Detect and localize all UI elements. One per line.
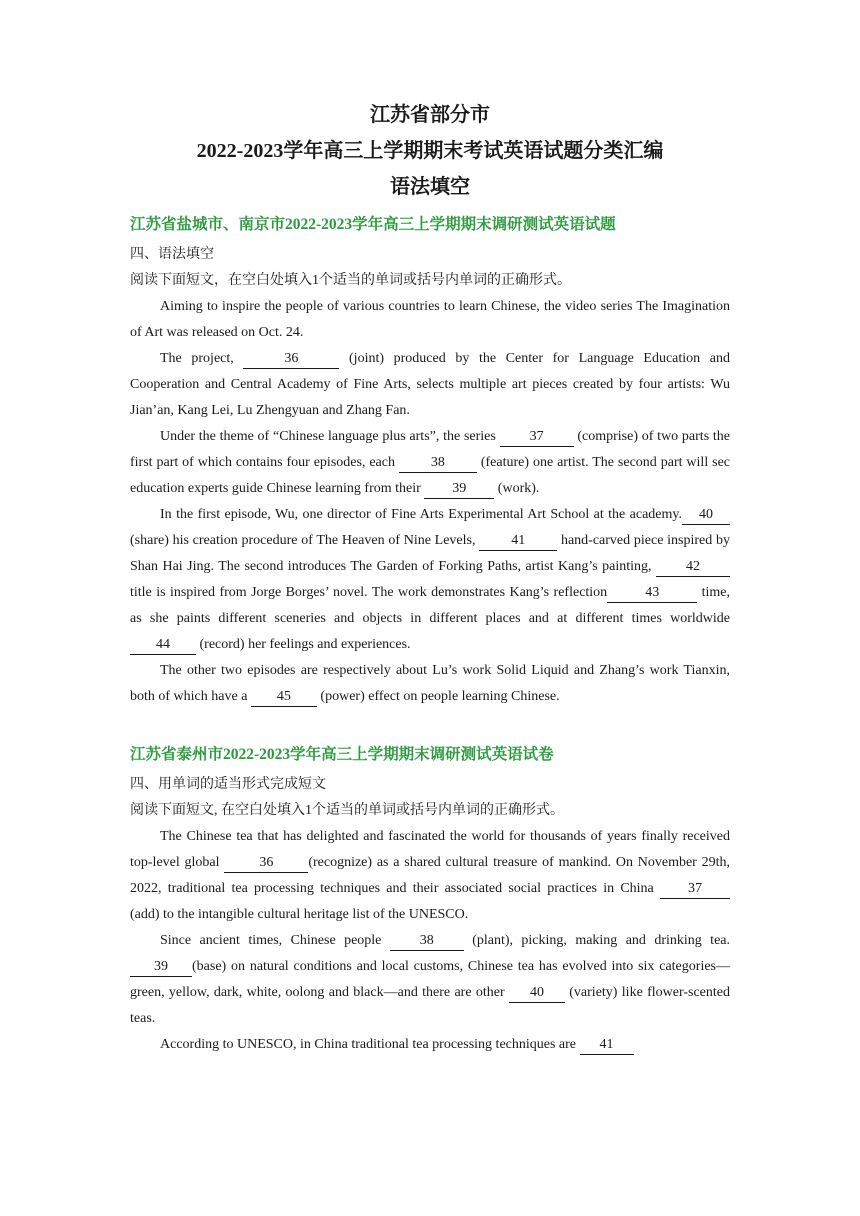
doc-title-line2: 2022-2023学年高三上学期期末考试英语试题分类汇编 — [196, 140, 664, 162]
s1-p4e: time, as she paints different sceneries and objects in different places and at different times worldwide — [130, 585, 730, 626]
s1-p4f: (record) her feelings and experiences. — [196, 637, 411, 652]
blank-40[interactable]: 40 — [682, 506, 730, 525]
s1-p1-text: Aiming to inspire the people of various countries to learn Chinese, the video series The Imagination of Art was released on Oct. 24. — [130, 299, 730, 340]
blank-37[interactable]: 37 — [500, 428, 574, 447]
section-spacer — [130, 710, 730, 732]
blank-s2-36[interactable]: 36 — [224, 854, 308, 873]
blank-41[interactable]: 41 — [479, 532, 557, 551]
s1-p3d: (work). — [494, 481, 540, 496]
section1-instructions: 阅读下面短文，在空白处填入1个适当的单词或括号内单词的正确形式。 — [130, 273, 571, 288]
s2-paragraph-1 — [130, 824, 730, 928]
blank-45[interactable]: 45 — [251, 688, 317, 707]
s1-p3b: (comprise) of two parts the first part of which contains four episodes, each — [130, 429, 731, 470]
s1-paragraph-2 — [130, 346, 730, 424]
s2-p2d: (variety) like flower-scented teas. — [130, 985, 731, 1026]
section2-part-label: 四、用单词的适当形式完成短文 — [130, 777, 326, 792]
blank-38[interactable]: 38 — [399, 454, 477, 473]
s2-p1b: (recognize) as a shared cultural treasure of mankind. On November 29th, 2022, traditional tea processing techniques and their associated social practices in China — [130, 855, 730, 896]
section1-heading: 江苏省盐城市、南京市2022-2023学年高三上学期期末调研测试英语试题 — [130, 216, 616, 233]
s1-paragraph-4 — [130, 502, 730, 658]
blank-s2-41[interactable]: 41 — [580, 1036, 634, 1055]
section2-instructions: 阅读下面短文, 在空白处填入1个适当的单词或括号内单词的正确形式。 — [130, 803, 564, 818]
doc-title-line3: 语法填空 — [390, 176, 470, 198]
blank-44[interactable]: 44 — [130, 636, 196, 655]
section2-heading: 江苏省泰州市2022-2023学年高三上学期期末调研测试英语试卷 — [130, 746, 554, 763]
s1-p2a: The project, — [160, 351, 244, 366]
s2-p3a: According to UNESCO, in China traditional tea processing techniques are — [160, 1037, 580, 1052]
blank-36[interactable]: 36 — [243, 350, 339, 369]
s2-p1c: (add) to the intangible cultural heritage list of the UNESCO. — [130, 907, 469, 922]
s2-paragraph-2 — [130, 928, 730, 1032]
s1-p2b: (joint) produced by the Center for Language Education and Cooperation and Central Academy of Fine Arts, selects multiple art pieces created by four artists: Wu Jian’an, Kang Lei, Lu Zhengyuan and Zhang Fan. — [130, 351, 730, 418]
s2-paragraph-3 — [130, 1032, 730, 1058]
doc-title-line1: 江苏省部分市 — [370, 104, 490, 126]
s1-p4a: In the first episode, Wu, one director of Fine Arts Experimental Art School at the academy. — [160, 507, 682, 522]
document-body — [130, 100, 730, 1058]
blank-43[interactable]: 43 — [607, 584, 697, 603]
s2-p2c: (base) on natural conditions and local customs, Chinese tea has evolved into six categories—green, yellow, dark, white, oolong and black—and there are other — [130, 959, 730, 1000]
s1-p3a: Under the theme of “Chinese language plus arts”, the series — [160, 429, 500, 444]
s1-p4b: (share) his creation procedure of The Heaven of Nine Levels, — [130, 533, 480, 548]
s1-p4c: hand-carved piece inspired by Shan Hai Jing. The second introduces The Garden of Forking Paths, artist Kang’s painting, — [130, 533, 730, 574]
s1-paragraph-1 — [130, 294, 730, 346]
blank-42[interactable]: 42 — [656, 558, 730, 577]
blank-s2-39[interactable]: 39 — [130, 958, 192, 977]
s1-p5a: The other two episodes are respectively about Lu’s work Solid Liquid and Zhang’s work Tianxin, both of which have a — [130, 663, 730, 704]
blank-s2-38[interactable]: 38 — [390, 932, 464, 951]
blank-s2-40[interactable]: 40 — [509, 984, 565, 1003]
s1-p3c: (feature) one artist. The second part will sec education experts guide Chinese learning from their — [130, 455, 731, 496]
blank-39[interactable]: 39 — [424, 480, 494, 499]
s2-p2a: Since ancient times, Chinese people — [160, 933, 390, 948]
s2-p1a: The Chinese tea that has delighted and fascinated the world for thousands of years finally received top-level global — [130, 829, 730, 870]
s1-p4d: title is inspired from Jorge Borges’ novel. The work demonstrates Kang’s reflection — [130, 585, 608, 600]
s1-p5b: (power) effect on people learning Chinese. — [316, 689, 560, 704]
section1-part-label: 四、语法填空 — [130, 247, 214, 262]
blank-s2-37[interactable]: 37 — [660, 880, 730, 899]
s2-p2b: (plant), picking, making and drinking tea. — [463, 933, 730, 948]
s1-paragraph-5 — [130, 658, 730, 710]
s1-paragraph-3 — [130, 424, 730, 502]
